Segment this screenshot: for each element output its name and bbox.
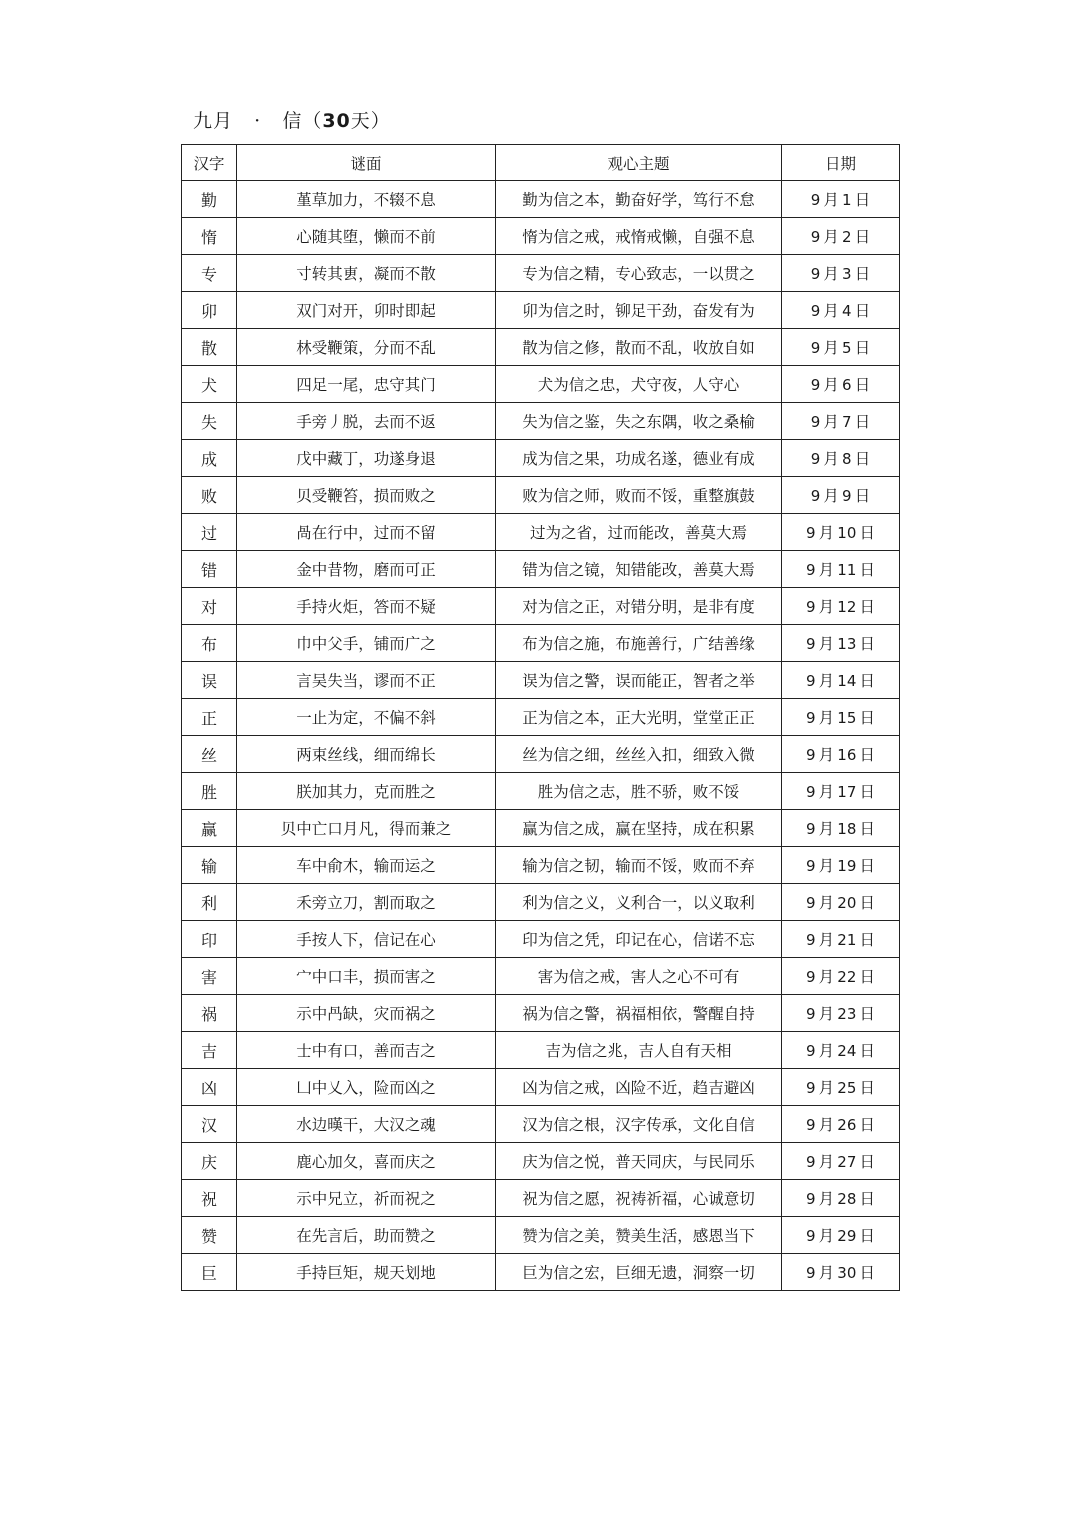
cell-theme: 误为信之警，误而能正，智者之举 [496, 662, 782, 699]
cell-char: 胜 [182, 773, 237, 810]
cell-theme: 印为信之凭，印记在心，信诺不忘 [496, 921, 782, 958]
date-month-number: 9 [810, 265, 821, 283]
date-month-unit: 月 [818, 783, 835, 801]
date-month-unit: 月 [823, 339, 839, 357]
date-month-unit: 月 [818, 709, 835, 727]
cell-riddle: 手旁丿脱，去而不返 [237, 403, 496, 440]
cell-theme: 成为信之果，功成名遂，德业有成 [496, 440, 782, 477]
date-day-unit: 日 [859, 598, 875, 616]
date-day-unit: 日 [854, 413, 871, 431]
date-day-unit: 日 [854, 265, 871, 283]
table-row [182, 1106, 900, 1143]
table-row [182, 440, 900, 477]
cell-date [782, 995, 900, 1032]
date-month-number: 9 [810, 487, 821, 505]
date-day-number: 3 [842, 265, 852, 283]
cell-riddle: 鹿心加夂，喜而庆之 [237, 1143, 496, 1180]
table-row [182, 329, 900, 366]
title-month: 九月 [193, 110, 234, 132]
cell-date [782, 1217, 900, 1254]
date-day-unit: 日 [859, 561, 875, 579]
cell-char: 赢 [182, 810, 237, 847]
cell-char: 惰 [182, 218, 237, 255]
date-day-number: 1 [842, 191, 852, 209]
cell-riddle: 水边暵干，大汉之魂 [237, 1106, 496, 1143]
cell-theme: 祸为信之警，祸福相依，警醒自持 [496, 995, 782, 1032]
date-day-number: 2 [842, 228, 852, 246]
table-row [182, 958, 900, 995]
cell-riddle: 手持火炬，答而不疑 [237, 588, 496, 625]
cell-riddle: 在先言后，助而赞之 [237, 1217, 496, 1254]
cell-date [782, 403, 900, 440]
date-day-number: 4 [842, 302, 852, 320]
cell-date [782, 218, 900, 255]
cell-char: 汉 [182, 1106, 237, 1143]
cell-date [782, 921, 900, 958]
cell-char: 印 [182, 921, 237, 958]
date-month-number: 9 [810, 413, 821, 431]
date-day-number: 13 [837, 635, 857, 653]
date-day-unit: 日 [854, 450, 871, 468]
cell-date [782, 329, 900, 366]
cell-theme: 失为信之鉴，失之东隅，收之桑榆 [496, 403, 782, 440]
table-row [182, 1217, 900, 1254]
date-day-number: 5 [842, 339, 852, 357]
date-month-unit: 月 [818, 1264, 835, 1282]
cell-riddle: 手持巨矩，规天划地 [237, 1254, 496, 1291]
cell-theme: 赢为信之成，赢在坚持，成在积累 [496, 810, 782, 847]
date-month-number: 9 [806, 709, 816, 727]
cell-theme: 害为信之戒，害人之心不可有 [496, 958, 782, 995]
date-month-unit: 月 [818, 931, 835, 949]
cell-theme: 赞为信之美，赞美生活，感恩当下 [496, 1217, 782, 1254]
cell-char: 专 [182, 255, 237, 292]
date-month-number: 9 [806, 968, 816, 986]
cell-char: 利 [182, 884, 237, 921]
date-month-number: 9 [806, 598, 816, 616]
cell-theme: 勤为信之本，勤奋好学，笃行不怠 [496, 181, 782, 218]
cell-date [782, 810, 900, 847]
table-row [182, 1032, 900, 1069]
date-month-unit: 月 [818, 561, 835, 579]
date-day-number: 17 [837, 783, 857, 801]
cell-date [782, 1254, 900, 1291]
cell-theme: 惰为信之戒，戒惰戒懒，自强不息 [496, 218, 782, 255]
cell-riddle: 凵中乂入，险而凶之 [237, 1069, 496, 1106]
date-day-number: 10 [837, 524, 857, 542]
date-month-number: 9 [806, 746, 816, 764]
cell-riddle: 林受鞭策，分而不乱 [237, 329, 496, 366]
cell-theme: 对为信之正，对错分明，是非有度 [496, 588, 782, 625]
date-month-number: 9 [806, 1116, 816, 1134]
cell-char: 布 [182, 625, 237, 662]
cell-theme: 庆为信之悦，普天同庆，与民同乐 [496, 1143, 782, 1180]
date-day-unit: 日 [859, 1116, 875, 1134]
date-day-unit: 日 [859, 635, 875, 653]
date-day-number: 8 [842, 450, 852, 468]
cell-theme: 犬为信之忠，犬守夜，人守心 [496, 366, 782, 403]
table-row [182, 884, 900, 921]
cell-riddle: 一止为定，不偏不斜 [237, 699, 496, 736]
date-day-number: 28 [837, 1190, 857, 1208]
date-day-number: 27 [837, 1153, 857, 1171]
date-month-number: 9 [806, 635, 816, 653]
cell-theme: 巨为信之宏，巨细无遗，洞察一切 [496, 1254, 782, 1291]
date-day-number: 9 [842, 487, 852, 505]
cell-char: 凶 [182, 1069, 237, 1106]
cell-char: 庆 [182, 1143, 237, 1180]
date-month-number: 9 [806, 1190, 816, 1208]
date-day-number: 14 [837, 672, 857, 690]
table-row [182, 662, 900, 699]
date-month-number: 9 [806, 672, 816, 690]
cell-date [782, 847, 900, 884]
date-month-number: 9 [806, 820, 816, 838]
date-month-unit: 月 [818, 1042, 835, 1060]
date-day-number: 20 [837, 894, 857, 912]
cell-riddle: 示中冎缺，灾而祸之 [237, 995, 496, 1032]
date-month-unit: 月 [823, 487, 839, 505]
table-row [182, 1180, 900, 1217]
date-month-unit: 月 [818, 820, 835, 838]
cell-theme: 散为信之修，散而不乱，收放自如 [496, 329, 782, 366]
table-row [182, 699, 900, 736]
title-dot: · [254, 110, 262, 132]
cell-riddle: 双门对开，卯时即起 [237, 292, 496, 329]
date-day-number: 18 [837, 820, 857, 838]
date-day-unit: 日 [859, 857, 875, 875]
cell-date [782, 699, 900, 736]
page-title [193, 106, 391, 133]
date-day-number: 11 [837, 561, 857, 579]
cell-date [782, 588, 900, 625]
cell-theme: 祝为信之愿，祝祷祈福，心诚意切 [496, 1180, 782, 1217]
table-row [182, 736, 900, 773]
cell-date [782, 477, 900, 514]
date-month-unit: 月 [818, 1005, 835, 1023]
cell-char: 巨 [182, 1254, 237, 1291]
date-day-unit: 日 [859, 1227, 875, 1245]
date-day-unit: 日 [859, 1153, 875, 1171]
cell-date [782, 514, 900, 551]
table-row [182, 255, 900, 292]
cell-riddle: 贝受鞭笞，损而败之 [237, 477, 496, 514]
table-row [182, 218, 900, 255]
date-day-unit: 日 [854, 191, 871, 209]
date-month-number: 9 [806, 931, 816, 949]
date-month-unit: 月 [818, 1079, 835, 1097]
date-day-number: 21 [837, 931, 857, 949]
cell-date [782, 1032, 900, 1069]
date-month-unit: 月 [823, 450, 839, 468]
date-month-number: 9 [806, 894, 816, 912]
cell-riddle: 贝中亡口月凡，得而兼之 [237, 810, 496, 847]
cell-riddle: 朕加其力，克而胜之 [237, 773, 496, 810]
date-month-number: 9 [810, 228, 821, 246]
cell-theme: 正为信之本，正大光明，堂堂正正 [496, 699, 782, 736]
date-day-number: 6 [842, 376, 852, 394]
date-day-number: 23 [837, 1005, 857, 1023]
cell-theme: 汉为信之根，汉字传承，文化自信 [496, 1106, 782, 1143]
cell-char: 对 [182, 588, 237, 625]
cell-char: 输 [182, 847, 237, 884]
date-day-unit: 日 [854, 302, 871, 320]
table-row [182, 181, 900, 218]
date-day-unit: 日 [859, 894, 875, 912]
date-month-number: 9 [806, 857, 816, 875]
date-day-unit: 日 [859, 1264, 875, 1282]
cell-date [782, 1143, 900, 1180]
date-month-number: 9 [810, 376, 821, 394]
cell-date [782, 736, 900, 773]
header-theme: 观心主题 [496, 145, 782, 181]
date-day-number: 12 [837, 598, 857, 616]
cell-theme: 专为信之精，专心致志，一以贯之 [496, 255, 782, 292]
cell-riddle: 言吴失当，谬而不正 [237, 662, 496, 699]
date-day-unit: 日 [859, 783, 875, 801]
cell-theme: 丝为信之细，丝丝入扣，细致入微 [496, 736, 782, 773]
date-month-number: 9 [806, 561, 816, 579]
cell-theme: 输为信之韧，输而不馁，败而不弃 [496, 847, 782, 884]
date-month-unit: 月 [818, 598, 835, 616]
date-month-number: 9 [806, 1005, 816, 1023]
table-row [182, 551, 900, 588]
cell-riddle: 宀中口丰，损而害之 [237, 958, 496, 995]
cell-riddle: 堇草加力，不辍不息 [237, 181, 496, 218]
date-day-number: 25 [837, 1079, 857, 1097]
date-month-unit: 月 [818, 1227, 835, 1245]
cell-theme: 布为信之施，布施善行，广结善缘 [496, 625, 782, 662]
cell-date [782, 255, 900, 292]
table-row [182, 1143, 900, 1180]
date-month-number: 9 [806, 1264, 816, 1282]
table-row [182, 921, 900, 958]
cell-char: 败 [182, 477, 237, 514]
cell-char: 丝 [182, 736, 237, 773]
table-row [182, 514, 900, 551]
date-month-unit: 月 [818, 524, 835, 542]
cell-riddle: 两束丝线，细而绵长 [237, 736, 496, 773]
date-day-unit: 日 [859, 1079, 875, 1097]
date-month-unit: 月 [823, 191, 839, 209]
date-month-number: 9 [806, 1079, 816, 1097]
date-month-unit: 月 [818, 672, 835, 690]
table-body [182, 181, 900, 1291]
header-char: 汉字 [182, 145, 237, 181]
title-suffix: 天） [350, 110, 391, 132]
cell-theme: 凶为信之戒，凶险不近，趋吉避凶 [496, 1069, 782, 1106]
cell-theme: 卯为信之时，铆足干劲，奋发有为 [496, 292, 782, 329]
date-day-number: 26 [837, 1116, 857, 1134]
cell-riddle: 手按人下，信记在心 [237, 921, 496, 958]
table-row [182, 588, 900, 625]
cell-char: 勤 [182, 181, 237, 218]
date-day-unit: 日 [859, 672, 875, 690]
date-month-number: 9 [810, 339, 821, 357]
cell-date [782, 551, 900, 588]
cell-char: 赞 [182, 1217, 237, 1254]
date-month-unit: 月 [823, 376, 839, 394]
date-day-number: 29 [837, 1227, 857, 1245]
title-days: 30 [322, 110, 351, 132]
cell-theme: 过为之省，过而能改，善莫大焉 [496, 514, 782, 551]
table-row [182, 625, 900, 662]
date-day-unit: 日 [859, 1042, 875, 1060]
cell-riddle: 心随其堕，懒而不前 [237, 218, 496, 255]
date-month-number: 9 [806, 1153, 816, 1171]
date-month-unit: 月 [818, 1153, 835, 1171]
table-row [182, 477, 900, 514]
date-month-unit: 月 [823, 413, 839, 431]
date-day-number: 16 [837, 746, 857, 764]
cell-riddle: 四足一尾，忠守其门 [237, 366, 496, 403]
cell-char: 祸 [182, 995, 237, 1032]
cell-char: 祝 [182, 1180, 237, 1217]
table-row [182, 773, 900, 810]
cell-char: 错 [182, 551, 237, 588]
cell-char: 吉 [182, 1032, 237, 1069]
table-row [182, 995, 900, 1032]
cell-theme: 败为信之师，败而不馁，重整旗鼓 [496, 477, 782, 514]
date-month-number: 9 [810, 302, 821, 320]
date-day-unit: 日 [859, 931, 875, 949]
cell-date [782, 181, 900, 218]
date-day-number: 22 [837, 968, 857, 986]
date-day-unit: 日 [859, 746, 875, 764]
cell-riddle: 车中俞木，输而运之 [237, 847, 496, 884]
cell-riddle: 禾旁立刀，割而取之 [237, 884, 496, 921]
date-day-number: 15 [837, 709, 857, 727]
header-date: 日期 [782, 145, 900, 181]
date-day-unit: 日 [854, 487, 871, 505]
table-header-row [182, 145, 900, 181]
date-day-unit: 日 [859, 820, 875, 838]
cell-theme: 错为信之镜，知错能改，善莫大焉 [496, 551, 782, 588]
table-row [182, 292, 900, 329]
cell-date [782, 958, 900, 995]
cell-char: 正 [182, 699, 237, 736]
cell-riddle: 咼在行中，过而不留 [237, 514, 496, 551]
date-day-unit: 日 [859, 968, 875, 986]
date-month-number: 9 [806, 1042, 816, 1060]
date-month-unit: 月 [818, 968, 835, 986]
date-day-unit: 日 [859, 709, 875, 727]
cell-riddle: 巾中父手，铺而广之 [237, 625, 496, 662]
riddle-table [181, 144, 900, 1291]
date-day-unit: 日 [859, 1190, 875, 1208]
cell-date [782, 440, 900, 477]
title-word: 信（ [282, 110, 323, 132]
table-row [182, 847, 900, 884]
date-month-unit: 月 [818, 635, 835, 653]
cell-riddle: 金中昔物，磨而可正 [237, 551, 496, 588]
date-month-number: 9 [806, 524, 816, 542]
cell-date [782, 366, 900, 403]
date-month-unit: 月 [818, 1190, 835, 1208]
table-row [182, 1254, 900, 1291]
table-row [182, 403, 900, 440]
date-day-unit: 日 [854, 228, 871, 246]
cell-date [782, 1106, 900, 1143]
date-month-unit: 月 [818, 746, 835, 764]
cell-riddle: 示中兄立，祈而祝之 [237, 1180, 496, 1217]
cell-char: 卯 [182, 292, 237, 329]
header-riddle: 谜面 [237, 145, 496, 181]
cell-date [782, 1180, 900, 1217]
date-month-unit: 月 [818, 1116, 835, 1134]
cell-char: 散 [182, 329, 237, 366]
date-day-number: 24 [837, 1042, 857, 1060]
date-day-number: 19 [837, 857, 857, 875]
date-day-unit: 日 [859, 1005, 875, 1023]
cell-date [782, 773, 900, 810]
cell-date [782, 292, 900, 329]
cell-date [782, 884, 900, 921]
cell-char: 过 [182, 514, 237, 551]
table-row [182, 366, 900, 403]
cell-char: 失 [182, 403, 237, 440]
table-row [182, 810, 900, 847]
cell-riddle: 寸转其叀，凝而不散 [237, 255, 496, 292]
date-month-unit: 月 [823, 265, 839, 283]
date-month-number: 9 [806, 1227, 816, 1245]
date-month-number: 9 [806, 783, 816, 801]
table-row [182, 1069, 900, 1106]
cell-char: 害 [182, 958, 237, 995]
cell-char: 成 [182, 440, 237, 477]
date-day-unit: 日 [854, 376, 871, 394]
date-month-number: 9 [810, 450, 821, 468]
cell-theme: 利为信之义，义利合一，以义取利 [496, 884, 782, 921]
cell-date [782, 1069, 900, 1106]
date-month-unit: 月 [823, 228, 839, 246]
cell-date [782, 625, 900, 662]
date-day-number: 7 [842, 413, 852, 431]
cell-char: 误 [182, 662, 237, 699]
date-month-unit: 月 [818, 894, 835, 912]
cell-theme: 吉为信之兆，吉人自有天相 [496, 1032, 782, 1069]
cell-date [782, 662, 900, 699]
date-month-unit: 月 [823, 302, 839, 320]
cell-char: 犬 [182, 366, 237, 403]
date-month-number: 9 [810, 191, 821, 209]
date-day-number: 30 [837, 1264, 857, 1282]
date-month-unit: 月 [818, 857, 835, 875]
cell-theme: 胜为信之志，胜不骄，败不馁 [496, 773, 782, 810]
date-day-unit: 日 [859, 524, 875, 542]
cell-riddle: 戊中藏丁，功遂身退 [237, 440, 496, 477]
date-day-unit: 日 [854, 339, 871, 357]
cell-riddle: 士中有口，善而吉之 [237, 1032, 496, 1069]
